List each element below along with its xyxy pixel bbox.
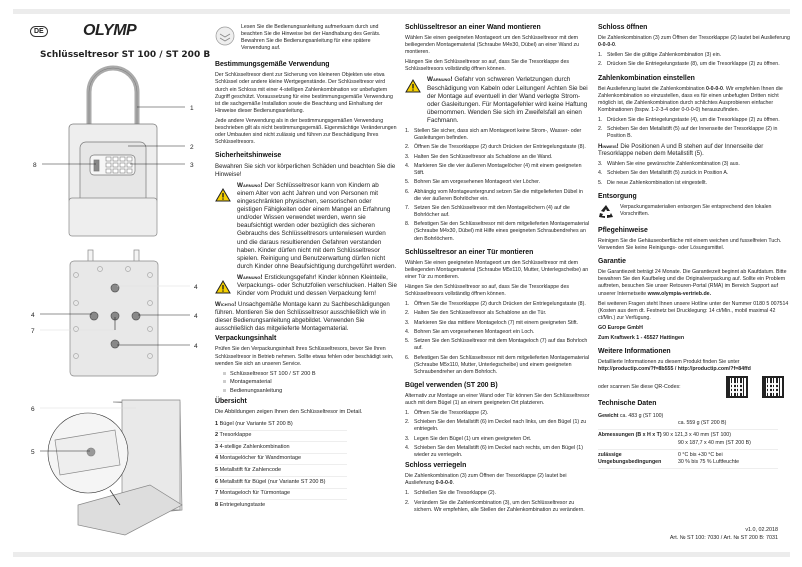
paragraph: Bei weiteren Fragen steht Ihnen unsere Hotline unter der Nummer 0180 5 007514 (Kosten aus dem dt. Festnetz bei Drucklegung: 14 ct/Min., mobil maximal 42 ct/Min.) zur Verfügung. [598,300,789,321]
step-item: 4. Schieben Sie den Metallstift (6) im Deckel nach rechts, um den Bügel (1) wieder zu verriegeln. [405,445,583,459]
step-item: 4. Schieben Sie den Metallstift (5) zurück in Position A. [598,170,729,177]
step-item: 3. Halten Sie den Schlüsseltresor als Schablone an die Wand. [405,153,553,160]
step-item: 5. Die neue Zahlenkombination ist eingestellt. [598,179,708,186]
step-item: 2. Öffnen Sie die Tresorklappe (2) durch Drücken der Entriegelungstaste (8). [405,144,586,151]
list-item: 5 Metallstift für Zahlencode [215,465,347,477]
list-item: 4 Montagelöcher für Wandmontage [215,454,347,466]
qr-row [598,376,790,398]
language-badge: DE [30,26,48,37]
warning-text: Gefahr von schweren Verletzungen durch Beschädigung von Kabeln oder Leitungen! Achten Sie bei der Montage auf eventuell in der Wand verlegte Strom- oder Gasleitungen. Für Montagefehler wird keine Haftung übernommen. Wenden Sie sich im Zweifelsfall an einen Fachmann. [427,76,588,124]
note-text: Unsachgemäße Montage kann zu Sachbeschädigungen führen. Montieren Sie den Schlüsseltresor ausschließlich wie in dieser Bedienungsanleitung abgebildet. Verwenden Sie ausschließlich das mitgelieferte Montagematerial. [215,301,390,332]
section-title: Pflegehinweise [598,227,648,235]
section-title: Sicherheitshinweise [215,152,282,160]
section-title: Technische Daten [598,400,657,408]
step-item: 7. Setzen Sie den Schlüsseltresor mit den Montagelöchern (4) auf die Bohrlöcher auf. [405,205,570,219]
read-manual-icon [215,26,235,46]
step-item: 2. Drücken Sie die Entriegelungstaste (8), um die Tresorklappe (2) zu öffnen. [598,61,780,68]
list-item: 7 Montageloch für Türmontage [215,489,347,501]
paragraph: Detaillierte Informationen zu diesem Produkt finden Sie unter http://productip.com/?f=8b555 / http://productip.com/?f=84ffd [598,359,751,373]
brand-logo: OLYMP [83,22,137,39]
section-title: Übersicht [215,397,247,405]
warning-label: Warnung! [427,76,453,84]
qr-code-st200b[interactable] [762,376,784,398]
section-title: Verpackungsinhalt [215,335,277,343]
warning-icon [215,280,231,294]
callout-3: 3 [190,162,194,169]
paragraph: Die Zahlenkombination (3) zum Öffnen der Tresorklappe (2) lautet bei Auslieferung 0-0-0-0. [598,35,790,49]
warning-text: Erstickungsgefahr! Kinder können Kleinteile, Verpackungs- oder Schutzfolien verschlucken. Halten Sie Kinder vom Produkt und dessen Verpackung fern! [237,273,397,298]
product-illustrations [0,0,205,550]
lock-front-view [69,68,157,204]
step-item: 1. Schließen Sie die Tresorklappe (2). [405,490,496,497]
paragraph: Bei Auslieferung lautet die Zahlenkombination 0-0-0-0. Wir empfehlen Ihnen die Zahlenkombination so einzustellen, dass es für einen unbefugten Dritten nicht möglich ist, die Zahlenkombination durch schlichtes Ausprobieren einfacher Kombinationen (bspw. 1-2-3-4 oder 0-0-0-0) herauszufinden. [598,85,783,113]
bottom-rule [13,552,790,557]
step-item: 3. Markieren Sie das mittlere Montageloch (7) mit einem geeigneten Stift. [405,319,578,326]
warning-icon [405,79,421,93]
disposal-block [598,204,790,221]
step-item: 6. Abhängig vom Montageuntergrund setzen Sie die mitgelieferten Dübel in die vier äußeren Bohrlöcher ein. [405,188,583,202]
paragraph: Bewahren Sie sich vor körperlichen Schäden und beachten Sie die Hinweise! [215,163,396,179]
step-item: 1. Öffnen Sie die Tresorklappe (2). [405,410,489,417]
list-item: Montagematerial [223,379,397,386]
warning-block [405,76,591,125]
warning-label: Warnung! [237,181,263,189]
package-list [223,371,397,395]
step-item: 4. Markieren Sie die vier äußeren Montagelöcher (4) mit einem geeigneten Stift. [405,162,582,177]
step-item: 5. Setzen Sie den Schlüsseltresor mit dem Montageloch (7) auf das Bohrloch auf. [405,338,588,352]
list-item: 1 Bügel (nur Variante ST 200 B) [215,419,347,431]
open-steps [598,52,790,68]
paragraph: Der Schlüsseltresor dient zur Sicherung von kleineren Objekten wie etwa Schlüssel oder andere kleine Wertgegenstände. Der Schlüsseltresor wird durch ein Schloss mit einer 4-stelligen Zahlenkombination vor unbefugtem Zugriff geschützt. Voraussetzung für eine bestimmungsgemäße Verwendung ist die sachgemäße Installation sowie die Beachtung und Einhaltung der Hinweise dieser Bedienungsanleitung. [215,72,393,114]
step-item: 2. Schieben Sie den Metallstift (5) auf der Innenseite der Tresorklappe (2) in Position B. [598,126,778,140]
setcode-steps [598,117,790,140]
paragraph: Prüfen Sie den Verpackungsinhalt Ihres Schlüsseltresors, bevor Sie Ihren Schlüsseltresor in Betrieb nehmen. Sollte etwas fehlen oder beschädigt sein, wenden Sie sich an unseren Service. [215,346,394,367]
callout-2: 2 [190,144,194,151]
step-item: 4. Bohren Sie am vorgesehenen Montageort ein Loch. [405,328,535,335]
footer [670,526,778,542]
paragraph: Verpackungsmaterialien entsorgen Sie entsprechend den lokalen Vorschriften. [620,203,772,217]
spec-row-environment: zulässige Umgebungsbedingungen 0 °C bis +30 °C bei 30 % bis 75 % Luftfeuchte [598,450,778,469]
column-4 [598,24,790,469]
step-item: 6. Befestigen Sie den Schlüsseltresor mit dem mitgelieferten Montagematerial (Schraube M5x110, Mutter, Unterlegscheibe) und einem geeigneten Schraubendreher an dem Bohrloch. [405,354,590,375]
section-title: Garantie [598,258,626,266]
lock-open-view [48,400,182,535]
document-title: Schlüsseltresor ST 100 / ST 200 B [40,50,211,60]
list-item: Schlüsseltresor ST 100 / ST 200 B [223,371,397,378]
qr-code-st100[interactable] [726,376,748,398]
paragraph: Hängen Sie den Schlüsseltresor so auf, dass Sie die Tresorklappe des Schlüsseltresors vollständig öffnen können. [405,59,570,73]
setcode-steps [598,161,790,187]
paragraph: Hängen Sie den Schlüsseltresor so auf, dass Sie die Tresorklappe des Schlüsseltresors vollständig öffnen können. [405,283,570,298]
warning-block [215,182,397,271]
section-title: Schlüsseltresor an einer Wand montieren [405,24,541,31]
list-item: Bedienungsanleitung [223,388,397,395]
version: v1.0, 02.2018 [745,527,778,533]
step-item: 8. Befestigen Sie den Schlüsseltresor mit dem mitgelieferten Montagematerial (Schraube M4x30, Dübel) mit Hilfe eines geeigneten Schraubendrehes an den Bohrlöchern. [405,221,590,242]
section-title: Bügel verwenden (ST 200 B) [405,381,498,389]
warning-label: Warnung! [237,273,263,281]
list-item: 2 Tresorklappe [215,431,347,443]
lock-bottom-part [69,198,157,262]
note-label: Wichtig! [215,301,237,309]
callout-4: 4 [194,313,198,320]
qr-caption: oder scannen Sie diese QR-Codes: [598,383,681,390]
company-name: GO Europe GmbH [598,324,643,331]
lock-steps [405,490,591,513]
column-2 [215,24,397,511]
callout-4: 4 [194,284,198,291]
list-item: 3 4-stellige Zahlenkombination [215,442,347,454]
step-item: 3. Wählen Sie eine gewünschte Zahlenkombination (3) aus. [598,161,740,168]
step-item: 1. Öffnen Sie die Tresorklappe (2) durch Drücken der Entriegelungstaste (8). [405,301,586,308]
warning-text: Der Schlüsseltresor kann von Kindern ab einem Alter von acht Jahren und von Personen mit eingeschränkten physischen, sensorischen oder geistigen Fähigkeiten oder einem Mangel an Erfahrung und/oder Wissen verwendet werden, wenn sie beaufsichtigt werden oder bezüglich des sicheren Gebrauchs des Schlüsseltresors unterwiesen wurden und die daraus resultierenden Gefahren verstanden haben. Kinder dürfen nicht mit dem Schlüsseltresor spielen. Reinigung und Benutzerwartung dürfen nicht durch Kinder ohne Beaufsichtigung durchgeführt werden. [237,181,397,270]
important-note [215,301,397,332]
step-item: 1. Stellen Sie sicher, dass sich am Montageort keine Strom-, Wasser- oder Gasleitungen befinden. [405,128,582,142]
paragraph: Die Garantiezeit beträgt 24 Monate. Die Garantiezeit beginnt ab Kaufdatum. Bitte bewahren Sie den Kaufbeleg und die Originalverpackung auf. Sollte ein Problem auftreten, besuchen Sie unser Retouren-Portal (RMA) im Bereich Support auf unserer Internetseite www.olympia-vertrieb.de. [598,269,787,297]
callout-4: 4 [194,343,198,350]
step-item: 2. Schieben Sie den Metallstift (6) im Deckel nach links, um den Bügel (1) zu entriegeln. [405,419,587,433]
list-item: 8 Entriegelungstaste [215,501,266,508]
section-title: Schloss öffnen [598,24,648,31]
section-title: Weitere Informationen [598,348,671,356]
step-item: 5. Bohren Sie am vorgesehenen Montageort vier Löcher. [405,179,541,186]
warning-icon [215,188,231,202]
overview-list [215,419,397,511]
door-steps [405,301,591,376]
intro [215,24,397,55]
spec-row-dimensions: Abmessungen (B x H x T) 90 x 121,3 x 40 mm (ST 100) 90 x 187,7 x 40 mm (ST 200 B) [598,430,778,449]
article-numbers: Art. № ST 100: 7030 / Art. № ST 200 B: 7031 [669,535,778,541]
paragraph: Jede andere Verwendung als in der bestimmungsgemäßen Verwendung beschrieben gilt als nicht bestimmungsgemäß. Eigenmächtige Veränderungen oder Umbauten sind nicht zulässig und führen zur Beschädigung Ihres Schlüsseltresors. [215,117,397,146]
step-item: 3. Legen Sie den Bügel (1) um einen geeigneten Ort. [405,435,532,442]
section-title: Entsorgung [598,192,637,200]
callout-5: 5 [31,449,35,456]
wall-steps [405,128,591,243]
paragraph: Reinigen Sie die Gehäuseoberfläche mit einem weichen und fusselfreien Tuch. Verwenden Sie keine Reinigungs- oder Lösungsmittel. [598,238,782,252]
shackle-steps [405,410,591,459]
callout-1: 1 [190,105,194,112]
paragraph: Die Zahlenkombination (3) zum Öffnen der Tresorklappe (2) lautet bei Auslieferung 0-0-0-0. [405,473,567,487]
warning-block [215,274,397,298]
spec-row-weight: Gewicht ca. 483 g (ST 100) ca. 559 g (ST 200 B) [598,411,778,430]
step-item: 2. Verändern Sie die Zahlenkombination (3), um den Schlüsseltresor zu sichern. Wir empfehlen, alle Stellen der Zahlenkombination zu verändern. [405,499,585,513]
product-links[interactable]: http://productip.com/?f=8b555 / http://productip.com/?f=84ffd [598,366,751,373]
list-item: 6 Metallstift für Bügel (nur Variante ST 200 B) [215,477,347,489]
paragraph: Wählen Sie einen geeigneten Montageort um den Schlüsseltresor mit dem beiliegenden Montagematerial (Schraube M4x30, Dübel) an einer Wand zu montieren. [405,35,580,56]
section-title: Schlüsseltresor an einer Tür montieren [405,248,534,256]
company-address: Zum Kraftwerk 1 - 45527 Hattingen [598,334,685,341]
callout-8: 8 [33,162,37,169]
intro-text: Lesen Sie die Bedienungsanleitung aufmerksam durch und beachten Sie die Hinweise bei der Handhabung des Geräts. Bewahren Sie die Bedienungsanleitung für eine spätere Verwendung auf. [241,24,381,52]
hint-note: Hinweis! Die Positionen A und B stehen auf der Innenseite der Tresorklappe neben dem Metallstift (5). [598,142,764,158]
paragraph: Wählen Sie einen geeigneten Montageort um den Schlüsseltresor mit dem beiliegenden Montagematerial (Schraube M5x110, Mutter, Unterlegscheibe) an einer Tür zu montieren. [405,259,589,280]
callout-6: 6 [31,406,35,413]
section-title: Bestimmungsgemäße Verwendung [215,61,330,69]
recycle-icon [598,204,614,219]
paragraph: Die Abbildungen zeigen Ihnen den Schlüsseltresor im Detail. [215,408,363,415]
column-3 [405,24,591,516]
step-item: 2. Halten Sie den Schlüsseltresor als Schablone an die Tür. [405,310,547,317]
step-item: 1. Drücken Sie die Entriegelungstaste (4), um die Tresorklappe (2) zu öffnen. [598,116,780,123]
section-title: Zahlenkombination einstellen [598,74,695,82]
website-link[interactable]: www.olympia-vertrieb.de. [647,290,712,297]
section-title: Schloss verriegeln [405,462,467,470]
paragraph: Alternativ zur Montage an einer Wand oder Tür können Sie den Schlüsseltresor auch mit dem Bügel (1) an einem geeigneten Ort platzieren. [405,392,590,406]
step-item: 1. Stellen Sie die gültige Zahlenkombination (3) ein. [598,52,722,59]
lock-back-view [70,261,158,376]
callout-4: 4 [31,312,35,319]
callout-7: 7 [31,328,35,335]
